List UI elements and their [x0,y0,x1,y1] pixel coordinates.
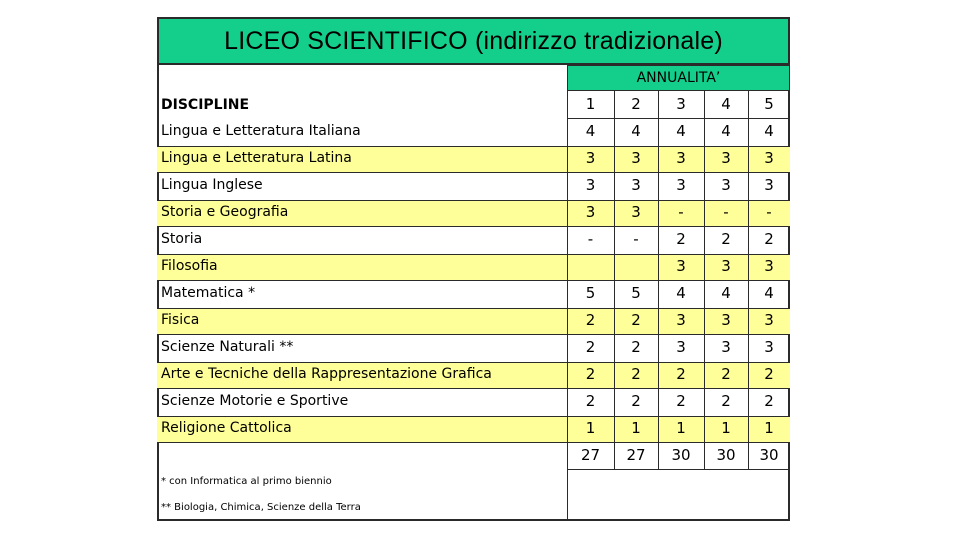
column-divider [658,91,659,469]
year-header-5: 5 [764,95,774,113]
hours-cell: 2 [631,392,641,410]
total-cell: 30 [671,446,691,464]
hours-cell: 3 [721,176,731,194]
hours-cell: 1 [585,419,596,437]
discipline-name: Scienze Motorie e Sportive [161,393,349,409]
year-header-4: 4 [721,95,731,113]
hours-cell: 3 [676,311,686,329]
year-header-3: 3 [676,95,686,113]
hours-cell: 2 [631,365,641,383]
discipline-name: Scienze Naturali ** [161,339,294,355]
hours-cell: 3 [676,338,686,356]
hours-cell: 2 [585,338,596,356]
row-divider [567,118,790,119]
hours-cell: - [766,203,772,221]
hours-cell: 3 [676,176,686,194]
hours-cell: 3 [721,257,731,275]
total-cell: 27 [626,446,646,464]
hours-cell: 1 [676,419,686,437]
hours-cell: 4 [721,122,731,140]
hours-cell: 4 [585,122,596,140]
row-divider [567,442,790,443]
discipline-name: Fisica [161,312,200,328]
hours-cell: 2 [676,365,686,383]
hours-cell: 3 [631,149,641,167]
hours-cell: 4 [631,122,641,140]
hours-cell: 4 [764,284,774,302]
discipline-name: Storia [161,231,203,247]
hours-cell [567,253,614,280]
hours-cell: - [678,203,684,221]
hours-cell: 1 [631,419,641,437]
hours-cell: 3 [764,176,774,194]
hours-cell: 3 [631,203,641,221]
hours-cell: 4 [676,284,686,302]
hours-cell: 3 [585,203,596,221]
column-divider [748,91,749,469]
hours-cell: 4 [764,122,774,140]
hours-cell: 2 [585,365,596,383]
year-header-2: 2 [631,95,641,113]
hours-cell: 2 [721,392,731,410]
year-group-header: ANNUALITA’ [567,65,790,91]
hours-cell: 2 [764,392,774,410]
hours-cell: 3 [631,176,641,194]
total-cell: 27 [580,446,601,464]
hours-cell: 2 [585,311,596,329]
hours-cell: 3 [721,338,731,356]
column-divider [704,91,705,469]
hours-cell: 3 [676,257,686,275]
hours-cell [614,253,658,280]
hours-cell: 2 [676,230,686,248]
hours-cell: 3 [764,311,774,329]
discipline-name: Matematica * [161,285,256,301]
hours-cell: 3 [585,149,596,167]
hours-cell: 3 [764,257,774,275]
hours-cell: 3 [721,311,731,329]
hours-cell: 2 [585,392,596,410]
hours-cell: - [587,230,594,248]
discipline-name: Filosofia [161,258,218,274]
hours-cell: 3 [676,149,686,167]
hours-cell: 3 [585,176,596,194]
footnote-scienze: ** Biologia, Chimica, Scienze della Terra [161,502,361,513]
hours-cell: 3 [764,338,774,356]
hours-cell: 1 [721,419,731,437]
column-divider [614,91,615,469]
hours-cell: 2 [721,365,731,383]
hours-cell: 3 [721,149,731,167]
hours-cell: 4 [721,284,731,302]
total-cell: 30 [759,446,779,464]
footnote-informatica: * con Informatica al primo biennio [161,476,332,487]
hours-cell: 5 [585,284,596,302]
row-divider [567,469,790,470]
hours-cell: 4 [676,122,686,140]
hours-cell: 2 [631,311,641,329]
discipline-name: Lingua e Letteratura Latina [161,150,352,166]
hours-cell: 2 [631,338,641,356]
discipline-header: DISCIPLINE [161,97,250,113]
hours-cell: - [723,203,729,221]
hours-cell: - [633,230,639,248]
page-title: LICEO SCIENTIFICO (indirizzo tradizionale) [157,17,790,65]
hours-cell: 2 [764,365,774,383]
hours-cell: 5 [631,284,641,302]
discipline-name: Lingua e Letteratura Italiana [161,123,361,139]
hours-cell: 1 [764,419,774,437]
hours-cell: 2 [721,230,731,248]
discipline-name: Religione Cattolica [161,420,292,436]
discipline-name: Lingua Inglese [161,177,263,193]
total-cell: 30 [716,446,736,464]
hours-cell: 2 [764,230,774,248]
year-header-1: 1 [585,95,596,113]
column-divider [567,65,568,521]
hours-cell: 3 [764,149,774,167]
discipline-name: Arte e Tecniche della Rappresentazione Grafica [161,366,492,382]
discipline-name: Storia e Geografia [161,204,289,220]
hours-cell: 2 [676,392,686,410]
